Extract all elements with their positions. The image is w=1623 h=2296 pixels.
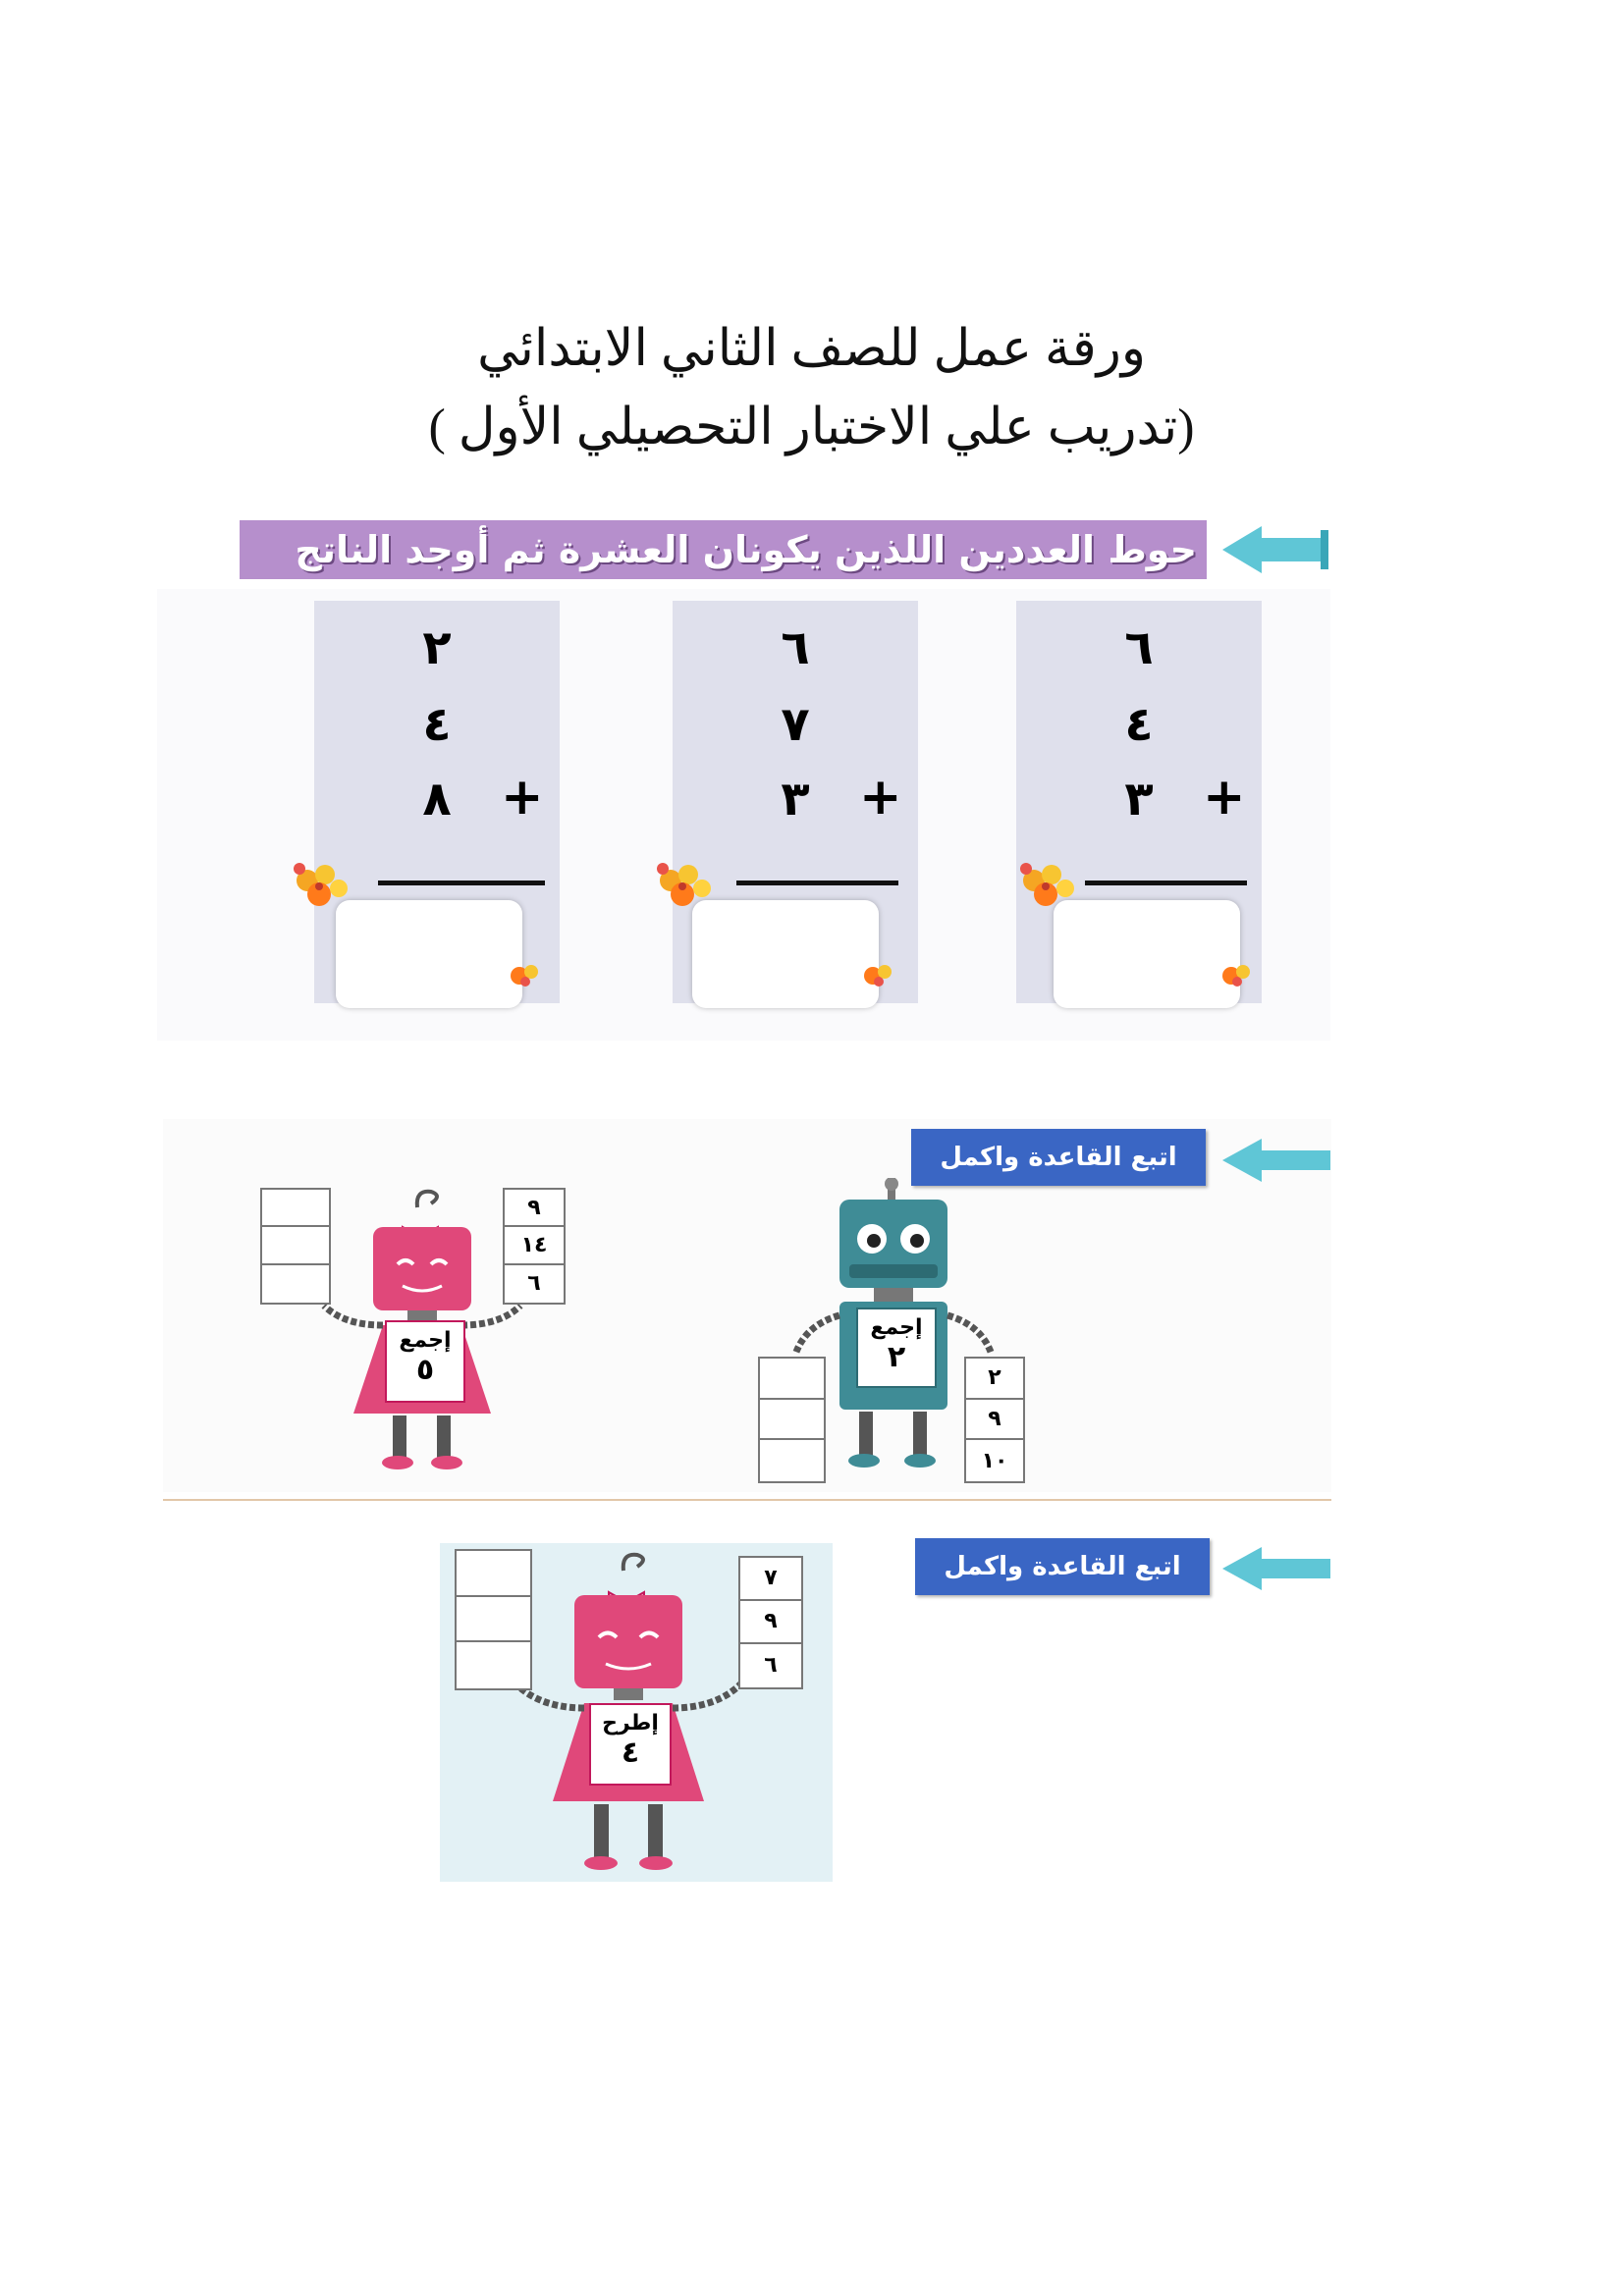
plus-sign: + xyxy=(1203,768,1246,827)
input-cell: ٦ xyxy=(527,1271,541,1297)
instruction-banner-2: اتبع القاعدة واكمل xyxy=(911,1129,1206,1186)
flower-icon xyxy=(1217,960,1257,991)
input-column xyxy=(503,1188,566,1305)
output-cell[interactable] xyxy=(457,1642,530,1688)
robot-rule-card xyxy=(385,1320,465,1403)
addend: ٣ xyxy=(1124,772,1154,827)
rule-number: ٥ xyxy=(415,1353,435,1387)
output-column xyxy=(455,1549,532,1690)
answer-box[interactable] xyxy=(336,900,522,1008)
sum-line xyxy=(736,881,898,885)
arrow-left-icon xyxy=(1222,520,1330,579)
addend: ٦ xyxy=(1124,620,1154,675)
sum-line xyxy=(1085,881,1247,885)
addend: ٢ xyxy=(422,620,452,675)
input-cell: ٩ xyxy=(740,1601,801,1644)
addend: ٦ xyxy=(781,620,810,675)
flower-icon xyxy=(653,859,722,918)
addend: ٤ xyxy=(1124,697,1154,752)
output-cell[interactable] xyxy=(457,1597,530,1643)
output-cell[interactable] xyxy=(760,1440,824,1481)
input-cell: ١٠ xyxy=(981,1448,1008,1473)
flower-icon xyxy=(1016,859,1085,918)
output-cell[interactable] xyxy=(262,1190,329,1227)
rule-number: ٢ xyxy=(887,1340,906,1374)
output-column xyxy=(260,1188,331,1305)
plus-sign: + xyxy=(501,768,544,827)
section-divider xyxy=(163,1499,1331,1501)
robot-rule-card xyxy=(856,1308,937,1388)
addend: ٤ xyxy=(422,697,452,752)
problem-card-2 xyxy=(673,601,918,1003)
rule-number: ٤ xyxy=(621,1735,640,1770)
addend: ٨ xyxy=(422,772,452,827)
flower-icon xyxy=(859,960,898,991)
problem-card-1 xyxy=(1016,601,1262,1003)
arrow-left-icon xyxy=(1222,1539,1330,1598)
input-cell: ٧ xyxy=(740,1558,801,1601)
worksheet-title: ورقة عمل للصف الثاني الابتدائي xyxy=(477,321,1146,377)
output-cell[interactable] xyxy=(262,1227,329,1264)
problem-card-3 xyxy=(314,601,560,1003)
output-cell[interactable] xyxy=(760,1359,824,1400)
addend: ٣ xyxy=(781,772,810,827)
output-cell[interactable] xyxy=(457,1551,530,1597)
sum-line xyxy=(378,881,545,885)
flower-icon xyxy=(290,859,358,918)
rule-word: إطرح xyxy=(602,1711,659,1735)
output-column xyxy=(758,1357,826,1483)
output-cell[interactable] xyxy=(262,1265,329,1303)
input-column xyxy=(964,1357,1025,1483)
instruction-banner-1: حوط العددين اللذين يكونان العشرة ثم أوجد الناتج xyxy=(240,520,1207,579)
arrow-left-icon xyxy=(1222,1131,1330,1190)
robot-rule-card xyxy=(589,1703,672,1786)
input-cell: ٩ xyxy=(505,1190,564,1227)
flower-icon xyxy=(506,960,545,991)
output-cell[interactable] xyxy=(760,1400,824,1441)
addend: ٧ xyxy=(781,697,810,752)
input-cell: ١٤ xyxy=(505,1227,564,1264)
worksheet-subtitle: (تدريب علي الاختبار التحصيلي الأول ) xyxy=(428,400,1195,455)
rule-word: إجمع xyxy=(399,1328,452,1353)
input-cell: ٩ xyxy=(966,1400,1023,1441)
input-column xyxy=(738,1556,803,1689)
instruction-banner-3: اتبع القاعدة واكمل xyxy=(915,1538,1210,1595)
input-cell: ٢ xyxy=(966,1359,1023,1400)
rule-word: إجمع xyxy=(870,1315,923,1340)
plus-sign: + xyxy=(859,768,902,827)
input-cell: ٦ xyxy=(764,1653,778,1679)
